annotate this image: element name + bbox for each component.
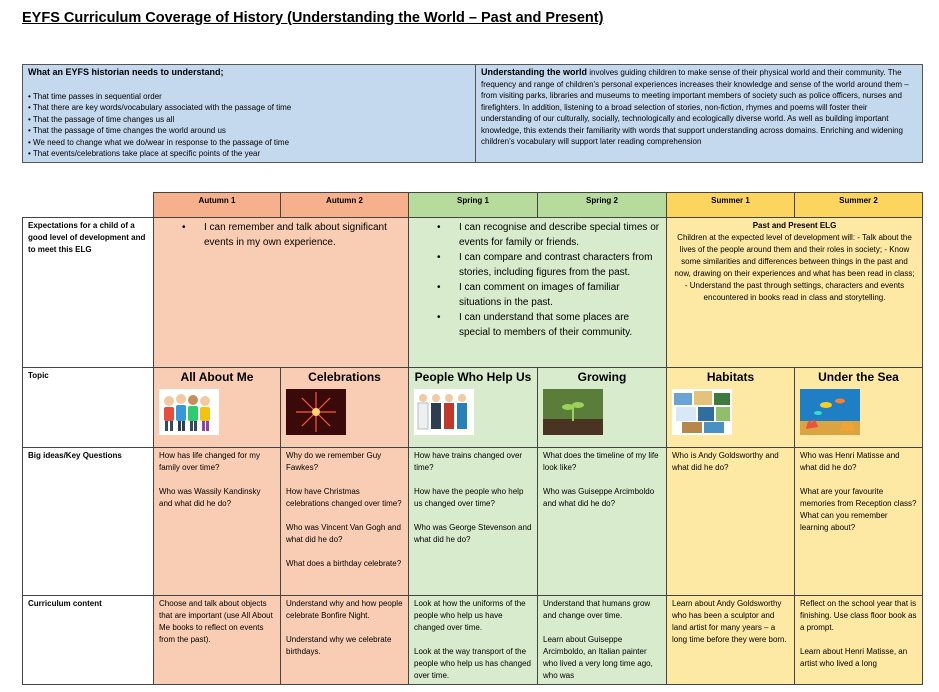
spring-expectations [409, 218, 667, 368]
big-ideas-cell-autumn-1 [154, 448, 281, 596]
curriculum-cell-spring-2 [538, 596, 667, 685]
curriculum-cell-spring-1 [409, 596, 538, 685]
elg-text: Children at the expected level of development will: - Talk about the lives of the people around them and their roles in society; - Know some similarities and differences between things in the past and now, drawing on their experiences and what has been read in class; - Understand the past through settings, characters and events encountered in books read in class and storytelling. [674, 233, 915, 302]
historian-needs-cell [23, 65, 476, 163]
people-who-help-us-picture-icon [414, 389, 474, 435]
content-text: Understand why and how people celebrate Bonfire Night. [286, 599, 403, 620]
list-item: • That time passes in sequential order [28, 91, 470, 103]
habitats-picture-icon [672, 389, 732, 435]
question-text: What does a birthday celebrate? [286, 559, 402, 568]
list-item: • I can recognise and describe special times or events for family or friends. [459, 220, 661, 250]
big-ideas-cell-summer-1 [667, 448, 795, 596]
coverage-table [22, 192, 923, 685]
term-autumn-2: Autumn 2 [281, 193, 409, 218]
understanding-world-heading: Understanding the world [481, 67, 588, 77]
list-item: • That events/celebrations take place at specific points of the year [28, 148, 470, 160]
topic-name: All About Me [180, 370, 254, 384]
content-text: Learn about Guiseppe Arcimboldo, an Italian painter who lived a very long time ago, who was [543, 635, 653, 680]
list-item: • I can comment on images of familiar situations in the past. [459, 280, 661, 310]
seedling-picture-icon [543, 389, 603, 435]
big-ideas-cell-spring-2 [538, 448, 667, 596]
topic-name: Habitats [706, 370, 755, 384]
curriculum-cell-summer-1 [667, 596, 795, 685]
term-spring-2: Spring 2 [538, 193, 667, 218]
topic-name: Under the Sea [818, 370, 899, 384]
topic-cell-autumn-2 [281, 368, 409, 448]
topic-name: Celebrations [308, 370, 381, 384]
list-item: • We need to change what we do/wear in response to the passage of time [28, 137, 470, 149]
list-item: • That there are key words/vocabulary associated with the passage of time [28, 102, 470, 114]
question-text: Who was Henri Matisse and what did he do? [800, 451, 900, 472]
term-autumn-1: Autumn 1 [154, 193, 281, 218]
topic-cell-summer-2 [795, 368, 923, 448]
content-text: Look at the way transport of the people who help us has changed over time. [414, 647, 531, 680]
topic-cell-summer-1 [667, 368, 795, 448]
content-text: Understand why we celebrate birthdays. [286, 635, 392, 656]
topic-name: People Who Help Us [414, 370, 532, 384]
list-item: • That the passage of time changes the world around us [28, 125, 470, 137]
term-summer-2: Summer 2 [795, 193, 923, 218]
big-ideas-cell-summer-2 [795, 448, 923, 596]
question-text: Who was Vincent Van Gogh and what did he do? [286, 523, 401, 544]
topic-cell-spring-1 [409, 368, 538, 448]
list-item: • That the passage of time changes us all [28, 114, 470, 126]
question-text: How has life changed for my family over time? [159, 451, 260, 472]
question-text: How have Christmas celebrations changed over time? [286, 487, 402, 508]
term-header-row [23, 193, 923, 218]
topic-cell-spring-2 [538, 368, 667, 448]
curriculum-label: Curriculum content [23, 596, 154, 685]
summer-expectations [667, 218, 923, 368]
children-picture-icon [159, 389, 219, 435]
question-text: Who was Guiseppe Arcimboldo and what did he do? [543, 487, 655, 508]
big-ideas-label: Big ideas/Key Questions [23, 448, 154, 596]
question-text: Why do we remember Guy Fawkes? [286, 451, 382, 472]
big-ideas-row [23, 448, 923, 596]
understanding-world-text: involves guiding children to make sense of their physical world and their community. The frequency and range of children’s personal experiences increases their knowledge and sense of the world around them – from visiting parks, libraries and museums to meeting important members of society such as police officers, nurses and firefighters. In addition, listening to a broad selection of stories, non-fiction, rhymes and poems will foster their understanding of our culturally, socially, technologically and ecologically diverse world. As well as building important knowledge, this extends their familiarity with words that support understanding across domains. Enriching and widening children’s vocabulary will support later reading comprehension [481, 68, 909, 146]
curriculum-row [23, 596, 923, 685]
coral-reef-picture-icon [800, 389, 860, 435]
expectations-label: Expectations for a child of a good level of development and to meet this ELG [23, 218, 154, 368]
intro-table [22, 64, 923, 163]
big-ideas-cell-spring-1 [409, 448, 538, 596]
page-title: EYFS Curriculum Coverage of History (Understanding the World – Past and Present) [22, 10, 604, 26]
content-text: Learn about Henri Matisse, an artist who lived a long [800, 647, 908, 668]
list-item: • I can compare and contrast characters from stories, including figures from the past. [459, 250, 661, 280]
term-summer-1: Summer 1 [667, 193, 795, 218]
autumn-expectations [154, 218, 409, 368]
list-item: • I can understand that some places are special to members of their community. [459, 310, 661, 340]
list-item: • I can remember and talk about significant events in my own experience. [204, 220, 403, 250]
content-text: Learn about Andy Goldsworthy who has been a sculptor and land artist for many years – a long time before they were born. [672, 599, 787, 644]
curriculum-cell-autumn-1 [154, 596, 281, 685]
topic-name: Growing [577, 370, 627, 384]
historian-needs-list [28, 91, 470, 160]
topic-cell-autumn-1 [154, 368, 281, 448]
question-text: How have the people who help us changed over time? [414, 487, 524, 508]
big-ideas-cell-autumn-2 [281, 448, 409, 596]
question-text: Who was Wassily Kandinsky and what did he do? [159, 487, 261, 508]
question-text: Who was George Stevenson and what did he do? [414, 523, 532, 544]
fireworks-picture-icon [286, 389, 346, 435]
content-text: Choose and talk about objects that are important (use All About Me books to reflect on events from the past). [159, 599, 273, 644]
question-text: What are your favourite memories from Reception class? What can you remember learning about? [800, 487, 917, 532]
question-text: Who is Andy Goldsworthy and what did he do? [672, 451, 779, 472]
question-text: What does the timeline of my life look like? [543, 451, 659, 472]
curriculum-cell-autumn-2 [281, 596, 409, 685]
content-text: Reflect on the school year that is finishing. Use class floor book as a prompt. [800, 599, 917, 632]
content-text: Understand that humans grow and change over time. [543, 599, 651, 620]
content-text: Look at how the uniforms of the people who help us have changed over time. [414, 599, 526, 632]
expectations-row [23, 218, 923, 368]
curriculum-cell-summer-2 [795, 596, 923, 685]
topic-row [23, 368, 923, 448]
term-spring-1: Spring 1 [409, 193, 538, 218]
understanding-world-cell [476, 65, 923, 163]
elg-title: Past and Present ELG [752, 221, 837, 230]
corner-cell [23, 193, 154, 218]
historian-needs-heading: What an EYFS historian needs to understand; [28, 67, 224, 77]
question-text: How have trains changed over time? [414, 451, 523, 472]
topic-label: Topic [23, 368, 154, 448]
